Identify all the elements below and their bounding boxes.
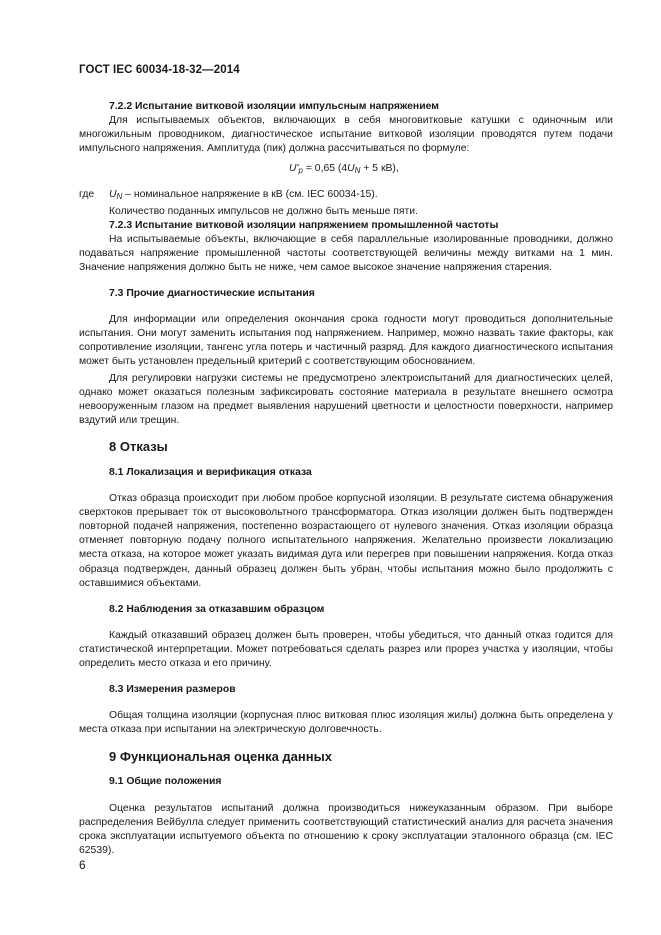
paragraph: На испытываемые объекты, включающие в себя параллельные изолированные проводники, должно подаваться напряжение промышленной частоты соответствующей величины между витками на 1 мин. Значение напряжения должно быть не ниже, чем самое высокое значение напряжения старения. xyxy=(79,233,613,273)
paragraph: Общая толщина изоляции (корпусная плюс витковая плюс изоляция жилы) должна быть определена у места отказа при испытании на электрическую долговечность. xyxy=(79,710,613,736)
page-number: 6 xyxy=(79,858,86,872)
paragraph: Количество поданных импульсов не должно быть меньше пяти. xyxy=(109,205,418,217)
paragraph: Для информации или определения окончания срока годности могут проводиться дополнительные испытания. Они могут заменить испытания под напряжением. Например, можно назвать такие факторы, как сопротивление изоляции, тангенс угла потерь и частичный разряд. Для каждого диагностического испытания может быть установлен предельный критерий с соответствующим обоснованием. xyxy=(79,314,613,368)
paragraph: Для испытываемых объектов, включающих в себя многовитковые катушки с одиночным или многожильным проводником, диагностическое испытание витковой изоляции проводятся путем подачи импульсного напряжения. Амплитуда (пик) должна рассчитываться по формуле: xyxy=(79,115,613,155)
formula-where: где $U_N$ – номинальное напряжение в кВ (см. IEC 60034-15). xyxy=(79,189,378,202)
section-8-3-title: 8.3 Измерения размеров xyxy=(109,684,236,696)
section-9-1-title: 9.1 Общие положения xyxy=(109,776,222,788)
document-body xyxy=(79,100,613,858)
formula: $U'_p = 0,65$ ($4U_N + 5$ кВ), xyxy=(289,163,399,176)
paragraph: Отказ образца происходит при любом пробое корпусной изоляции. В результате система обнаружения сверхтоков прерывает ток от высоковольтного трансформатора. Отказ изоляции должен быть подтвержден повторной подачей напряжения, постепенно возрастающего от нулевого значения. Отказ изоляции образца отменяет повторную подачу полного испытательного напряжения. Желательно произвести локализацию места отказа, на которое может указать видимая дуга или перегрев при повышении напряжения. Когда отказ образца подтвержден, данный образец должен быть убран, чтобы испытания можно было продолжить с оставшимися объектами. xyxy=(79,493,613,589)
section-8-title: 8 Отказы xyxy=(109,438,168,454)
section-7-2-2-title: 7.2.2 Испытание витковой изоляции импульсным напряжением xyxy=(109,101,439,112)
section-9-title: 9 Функциональная оценка данных xyxy=(109,749,332,765)
section-7-2-3-title: 7.2.3 Испытание витковой изоляции напряжением промышленной частоты xyxy=(109,219,499,231)
paragraph: Для регулировки нагрузки системы не предусмотрено электроиспытаний для диагностических целей, однако может оказаться полезным зафиксировать состояние материала в результате внешнего осмотра невооруженным глазом на предмет выявления нарушений цветности и целостности поверхности, например вздутий или трещин. xyxy=(79,372,613,426)
section-8-1-title: 8.1 Локализация и верификация отказа xyxy=(109,466,312,478)
paragraph: Каждый отказавший образец должен быть проверен, чтобы убедиться, что данный отказ годится для статистической интерпретации. Может потребоваться сделать разрез или прорез участка у изоляции, чтобы определить место отказа и его причину. xyxy=(79,629,613,669)
section-7-3-title: 7.3 Прочие диагностические испытания xyxy=(109,288,315,300)
document-header: ГОСТ IEC 60034-18-32—2014 xyxy=(79,64,240,76)
paragraph: Оценка результатов испытаний должна производиться нижеуказанным образом. При выборе распределения Вейбулла следует применить соответствующий статистический анализ для расчета значения срока эксплуатации испытуемого объекта по отношению к сроку эксплуатации эталонного образца (см. IEC 62539). xyxy=(79,802,613,856)
section-8-2-title: 8.2 Наблюдения за отказавшим образцом xyxy=(109,603,325,615)
